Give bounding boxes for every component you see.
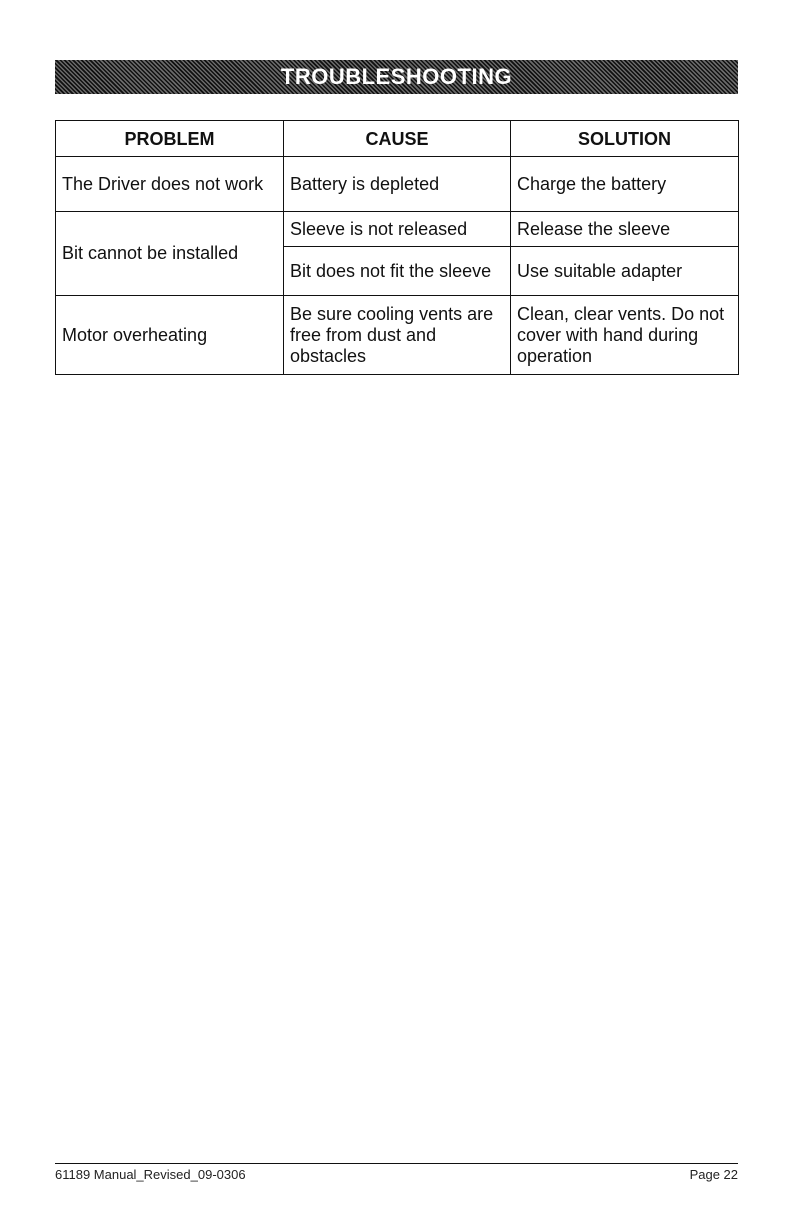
problem-cell: The Driver does not work xyxy=(56,157,284,212)
column-header-cause: CAUSE xyxy=(284,121,511,157)
column-header-problem: PROBLEM xyxy=(56,121,284,157)
table-row xyxy=(56,212,739,247)
table-row xyxy=(56,296,739,375)
solution-cell: Clean, clear vents. Do not cover with hand during operation xyxy=(511,296,739,375)
footer-divider xyxy=(55,1163,738,1164)
table-header-row xyxy=(56,121,739,157)
solution-cell: Use suitable adapter xyxy=(511,247,739,296)
cause-cell: Battery is depleted xyxy=(284,157,511,212)
troubleshooting-table xyxy=(55,120,739,375)
solution-cell: Release the sleeve xyxy=(511,212,739,247)
cause-cell: Be sure cooling vents are free from dust and obstacles xyxy=(284,296,511,375)
problem-cell: Motor overheating xyxy=(56,296,284,375)
footer-document-id: 61189 Manual_Revised_09-0306 xyxy=(55,1167,246,1182)
solution-cell: Charge the battery xyxy=(511,157,739,212)
problem-cell: Bit cannot be installed xyxy=(56,212,284,296)
column-header-solution: SOLUTION xyxy=(511,121,739,157)
section-title: TROUBLESHOOTING xyxy=(280,64,513,89)
cause-cell: Bit does not fit the sleeve xyxy=(284,247,511,296)
cause-cell: Sleeve is not released xyxy=(284,212,511,247)
footer-page-number: Page 22 xyxy=(689,1167,738,1182)
table-row xyxy=(56,157,739,212)
section-banner xyxy=(55,60,738,94)
